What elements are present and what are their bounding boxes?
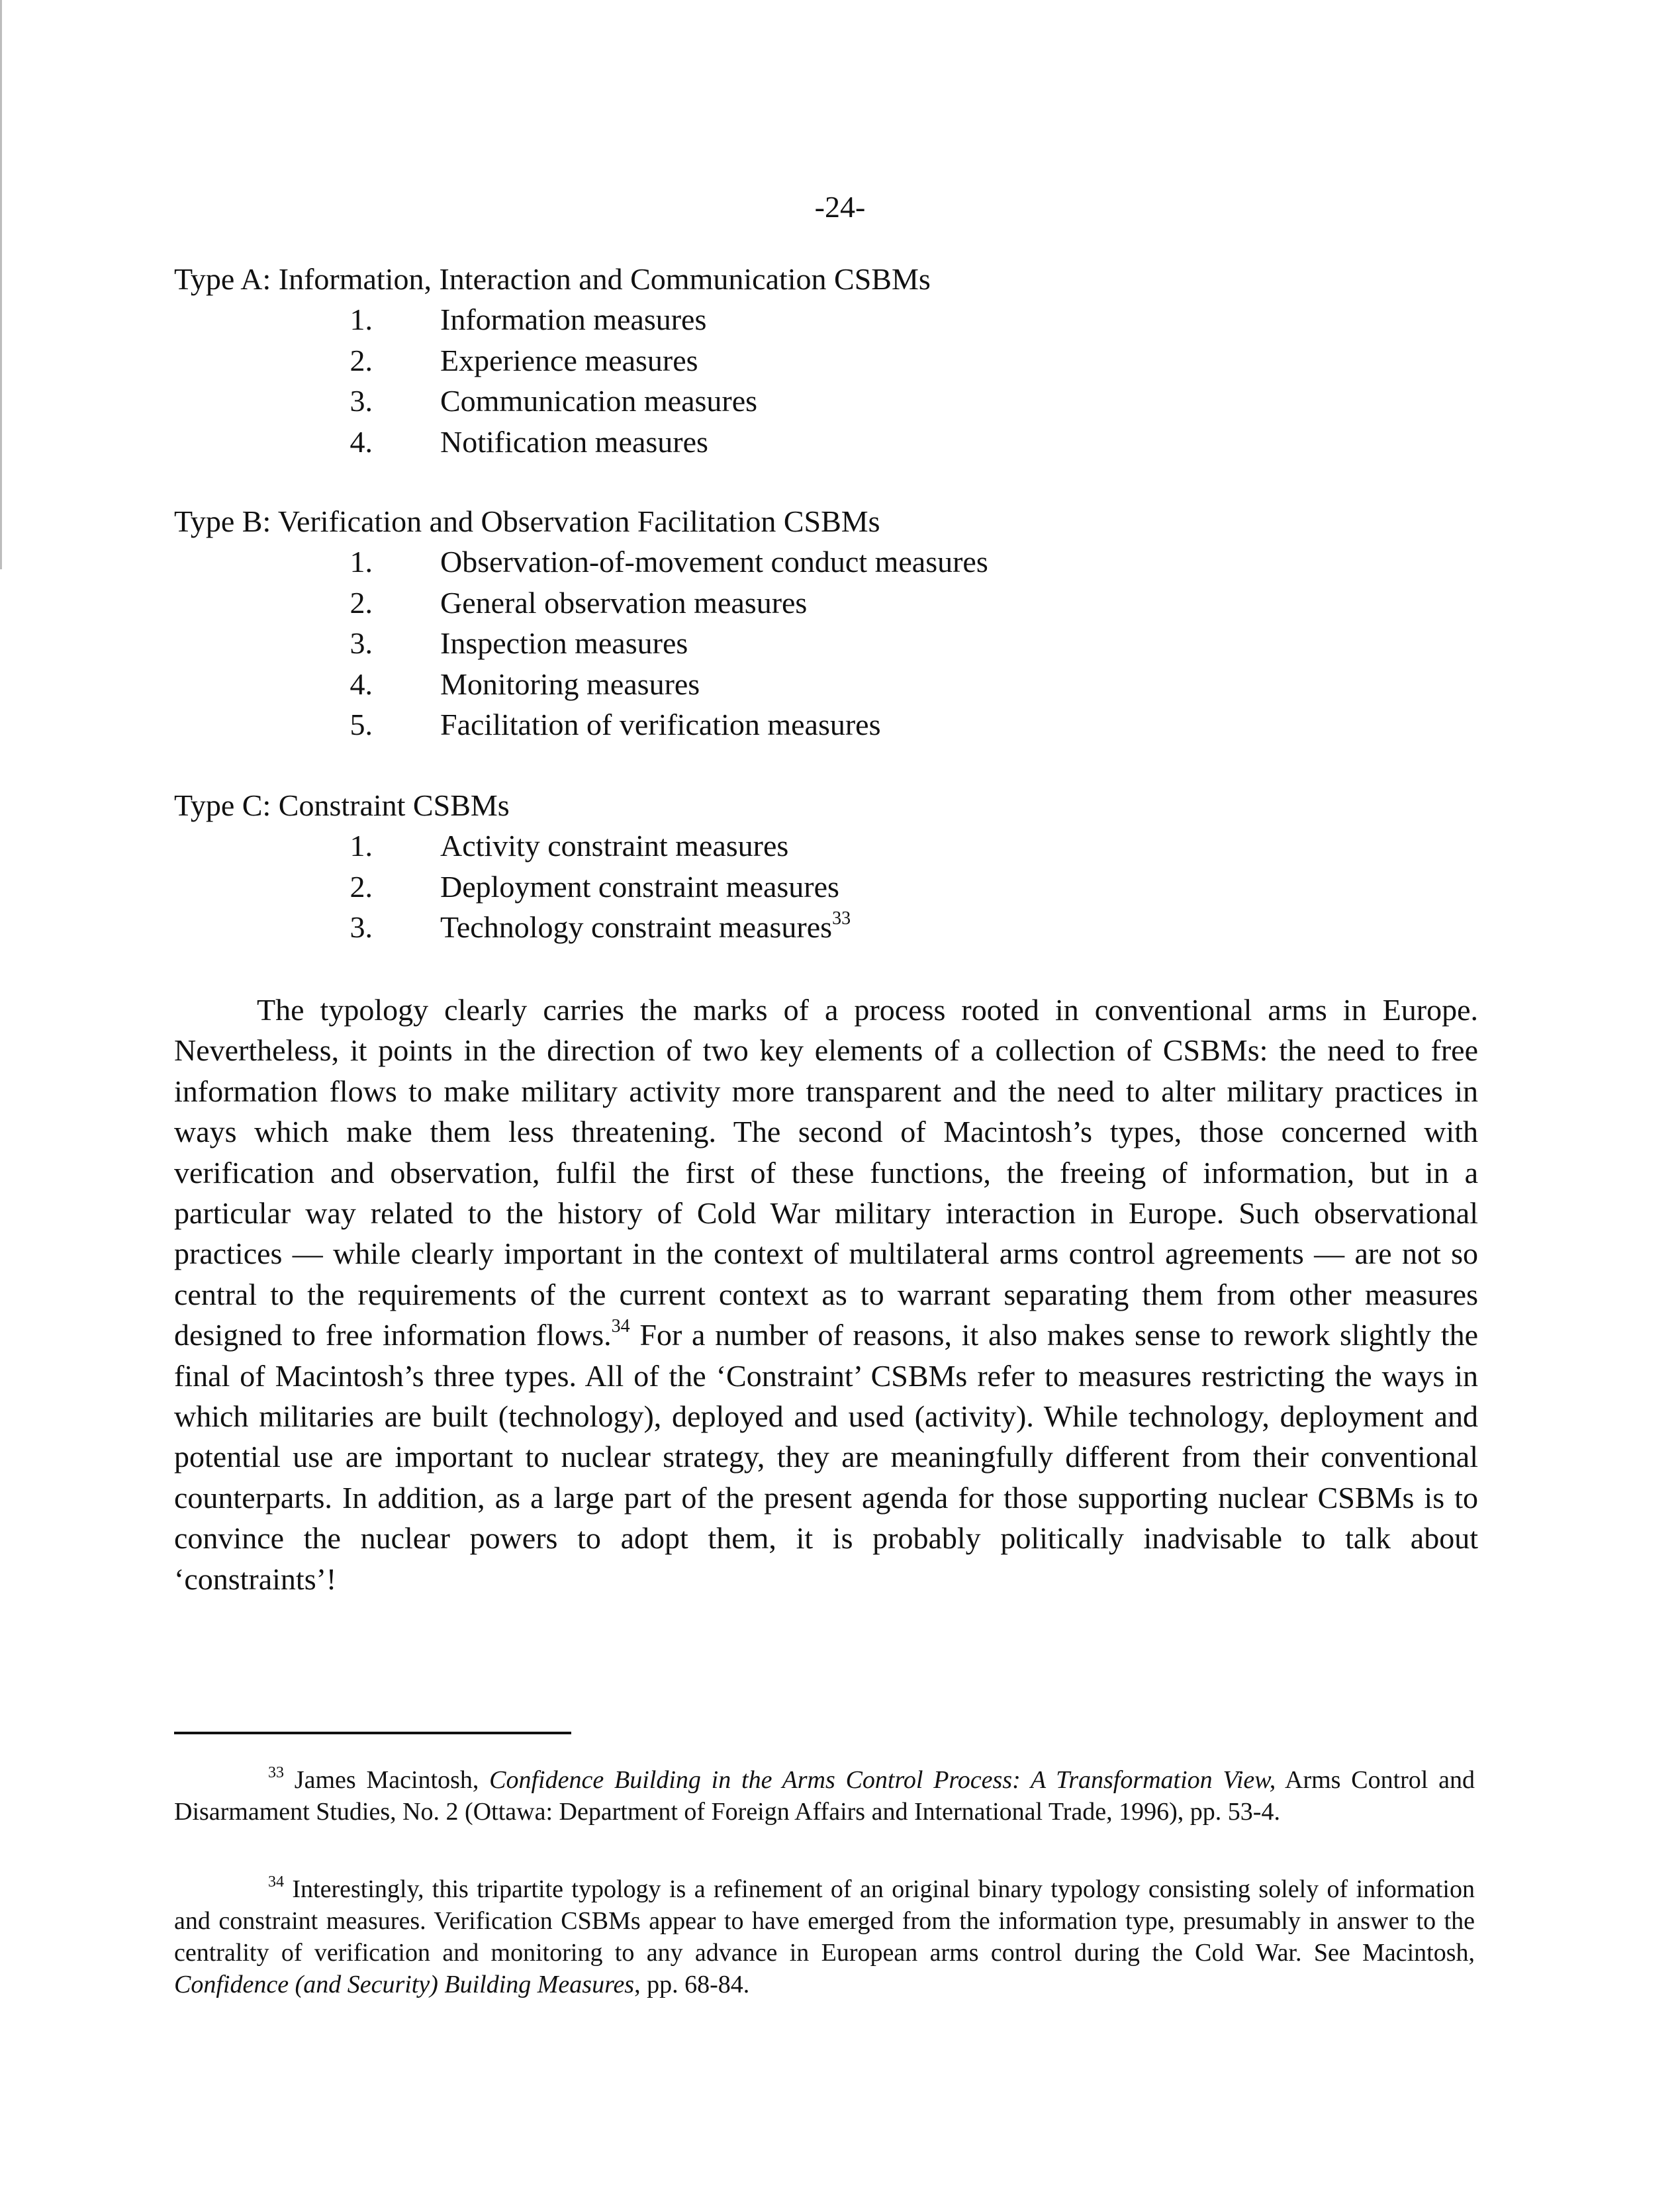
item-number: 2. xyxy=(350,585,373,620)
type-b-block xyxy=(174,501,1498,745)
item-text: Observation-of-movement conduct measures xyxy=(440,545,988,579)
item-text xyxy=(373,907,851,948)
item-number: 1. xyxy=(350,303,373,336)
item-number: 5. xyxy=(350,708,373,741)
footnote-divider xyxy=(174,1732,571,1734)
type-c-block xyxy=(174,785,1498,948)
list-item xyxy=(174,825,1498,866)
item-text: Activity constraint measures xyxy=(440,829,789,863)
footnote-number: 34 xyxy=(268,1873,284,1891)
footnote-text: James Macintosh, xyxy=(284,1766,490,1794)
item-number: 3. xyxy=(350,626,373,660)
page-number: -24- xyxy=(814,190,866,224)
item-text-content: Technology constraint measures xyxy=(440,910,833,944)
item-number: 2. xyxy=(350,869,373,904)
list-item xyxy=(174,381,1498,422)
footnote-number: 33 xyxy=(268,1764,284,1781)
item-text: Experience measures xyxy=(440,343,698,377)
body-paragraph xyxy=(174,990,1478,1599)
footnote-34 xyxy=(174,1873,1475,2000)
list-item xyxy=(174,541,1498,583)
list-item xyxy=(174,340,1498,381)
item-number: 1. xyxy=(350,829,373,863)
list-item xyxy=(174,907,1498,948)
item-number: 1. xyxy=(350,545,373,579)
item-number: 4. xyxy=(350,667,373,701)
type-c-heading: Type C: Constraint CSBMs xyxy=(174,788,510,822)
item-number: 2. xyxy=(350,343,373,377)
list-item xyxy=(174,664,1498,705)
list-item xyxy=(174,704,1498,745)
footnote-ref-33: 33 xyxy=(832,908,851,929)
item-text: Communication measures xyxy=(440,384,758,418)
type-a-block xyxy=(174,259,1498,462)
item-text: Facilitation of verification measures xyxy=(440,708,881,741)
paragraph-text-2: For a number of reasons, it also makes sense to rework slightly the final of Macintosh’s three types. All of the ‘Constraint’ CSBMs refer to measures restricting the ways in which militaries are built (technology), deployed and used (activity). While technology, deployment and potential use are important to nuclear strategy, they are meaningfully different from their conventional counterparts. In addition, as a large part of the present agenda for those supporting nuclear CSBMs is to convince the nuclear powers to adopt them, it is probably politically inadvisable to talk about ‘constraints’! xyxy=(174,1318,1478,1596)
item-number: 3. xyxy=(350,910,373,944)
item-text: Monitoring measures xyxy=(440,667,700,701)
list-item xyxy=(174,583,1498,624)
item-text: Deployment constraint measures xyxy=(440,869,839,904)
item-text: General observation measures xyxy=(440,585,808,620)
footnote-text: Interestingly, this tripartite typology is a refinement of an original binary typology consisting solely of information and constraint measures. Verification CSBMs appear to have emerged from the information type, presumably in answer to the centrality of verification and monitoring to any advance in European arms control during the Cold War. See Macintosh, xyxy=(174,1875,1475,1967)
scan-edge-mark xyxy=(0,0,2,569)
footnote-title: Confidence Building in the Arms Control Process: A Transformation View, xyxy=(489,1766,1276,1794)
footnote-text: Arms Control and Disarmament Studies, No. 2 (Ottawa: Department of Foreign Affairs and International Trade, 1996), pp. 53-4. xyxy=(174,1766,1475,1826)
footnote-33 xyxy=(174,1764,1475,1828)
item-text: Notification measures xyxy=(440,424,708,459)
type-b-heading: Type B: Verification and Observation Facilitation CSBMs xyxy=(174,504,880,538)
list-item xyxy=(174,422,1498,463)
footnote-text: , pp. 68-84. xyxy=(634,1971,750,1998)
item-number: 3. xyxy=(350,384,373,418)
list-item xyxy=(174,299,1498,340)
item-text: Inspection measures xyxy=(440,626,688,660)
item-text: Information measures xyxy=(440,303,707,336)
type-a-heading: Type A: Information, Interaction and Communication CSBMs xyxy=(174,262,931,296)
footnote-ref-34: 34 xyxy=(611,1316,630,1337)
item-number: 4. xyxy=(350,424,373,459)
footnote-title: Confidence (and Security) Building Measures xyxy=(174,1971,635,1998)
list-item xyxy=(174,866,1498,908)
paragraph-text-1: The typology clearly carries the marks of a process rooted in conventional arms in Europe. Nevertheless, it points in the direction of two key elements of a collection of CSBMs: the need to free information flows to make military activity more transparent and the need to alter military practices in ways which make them less threatening. The second of Macintosh’s types, those concerned with verification and observation, fulfil the first of these functions, the freeing of information, but in a particular way related to the history of Cold War military interaction in Europe. Such observational practices — while clearly important in the context of multilateral arms control agreements — are not so central to the requirements of the current context as to warrant separating them from other measures designed to free information flows. xyxy=(174,993,1478,1352)
list-item xyxy=(174,623,1498,664)
